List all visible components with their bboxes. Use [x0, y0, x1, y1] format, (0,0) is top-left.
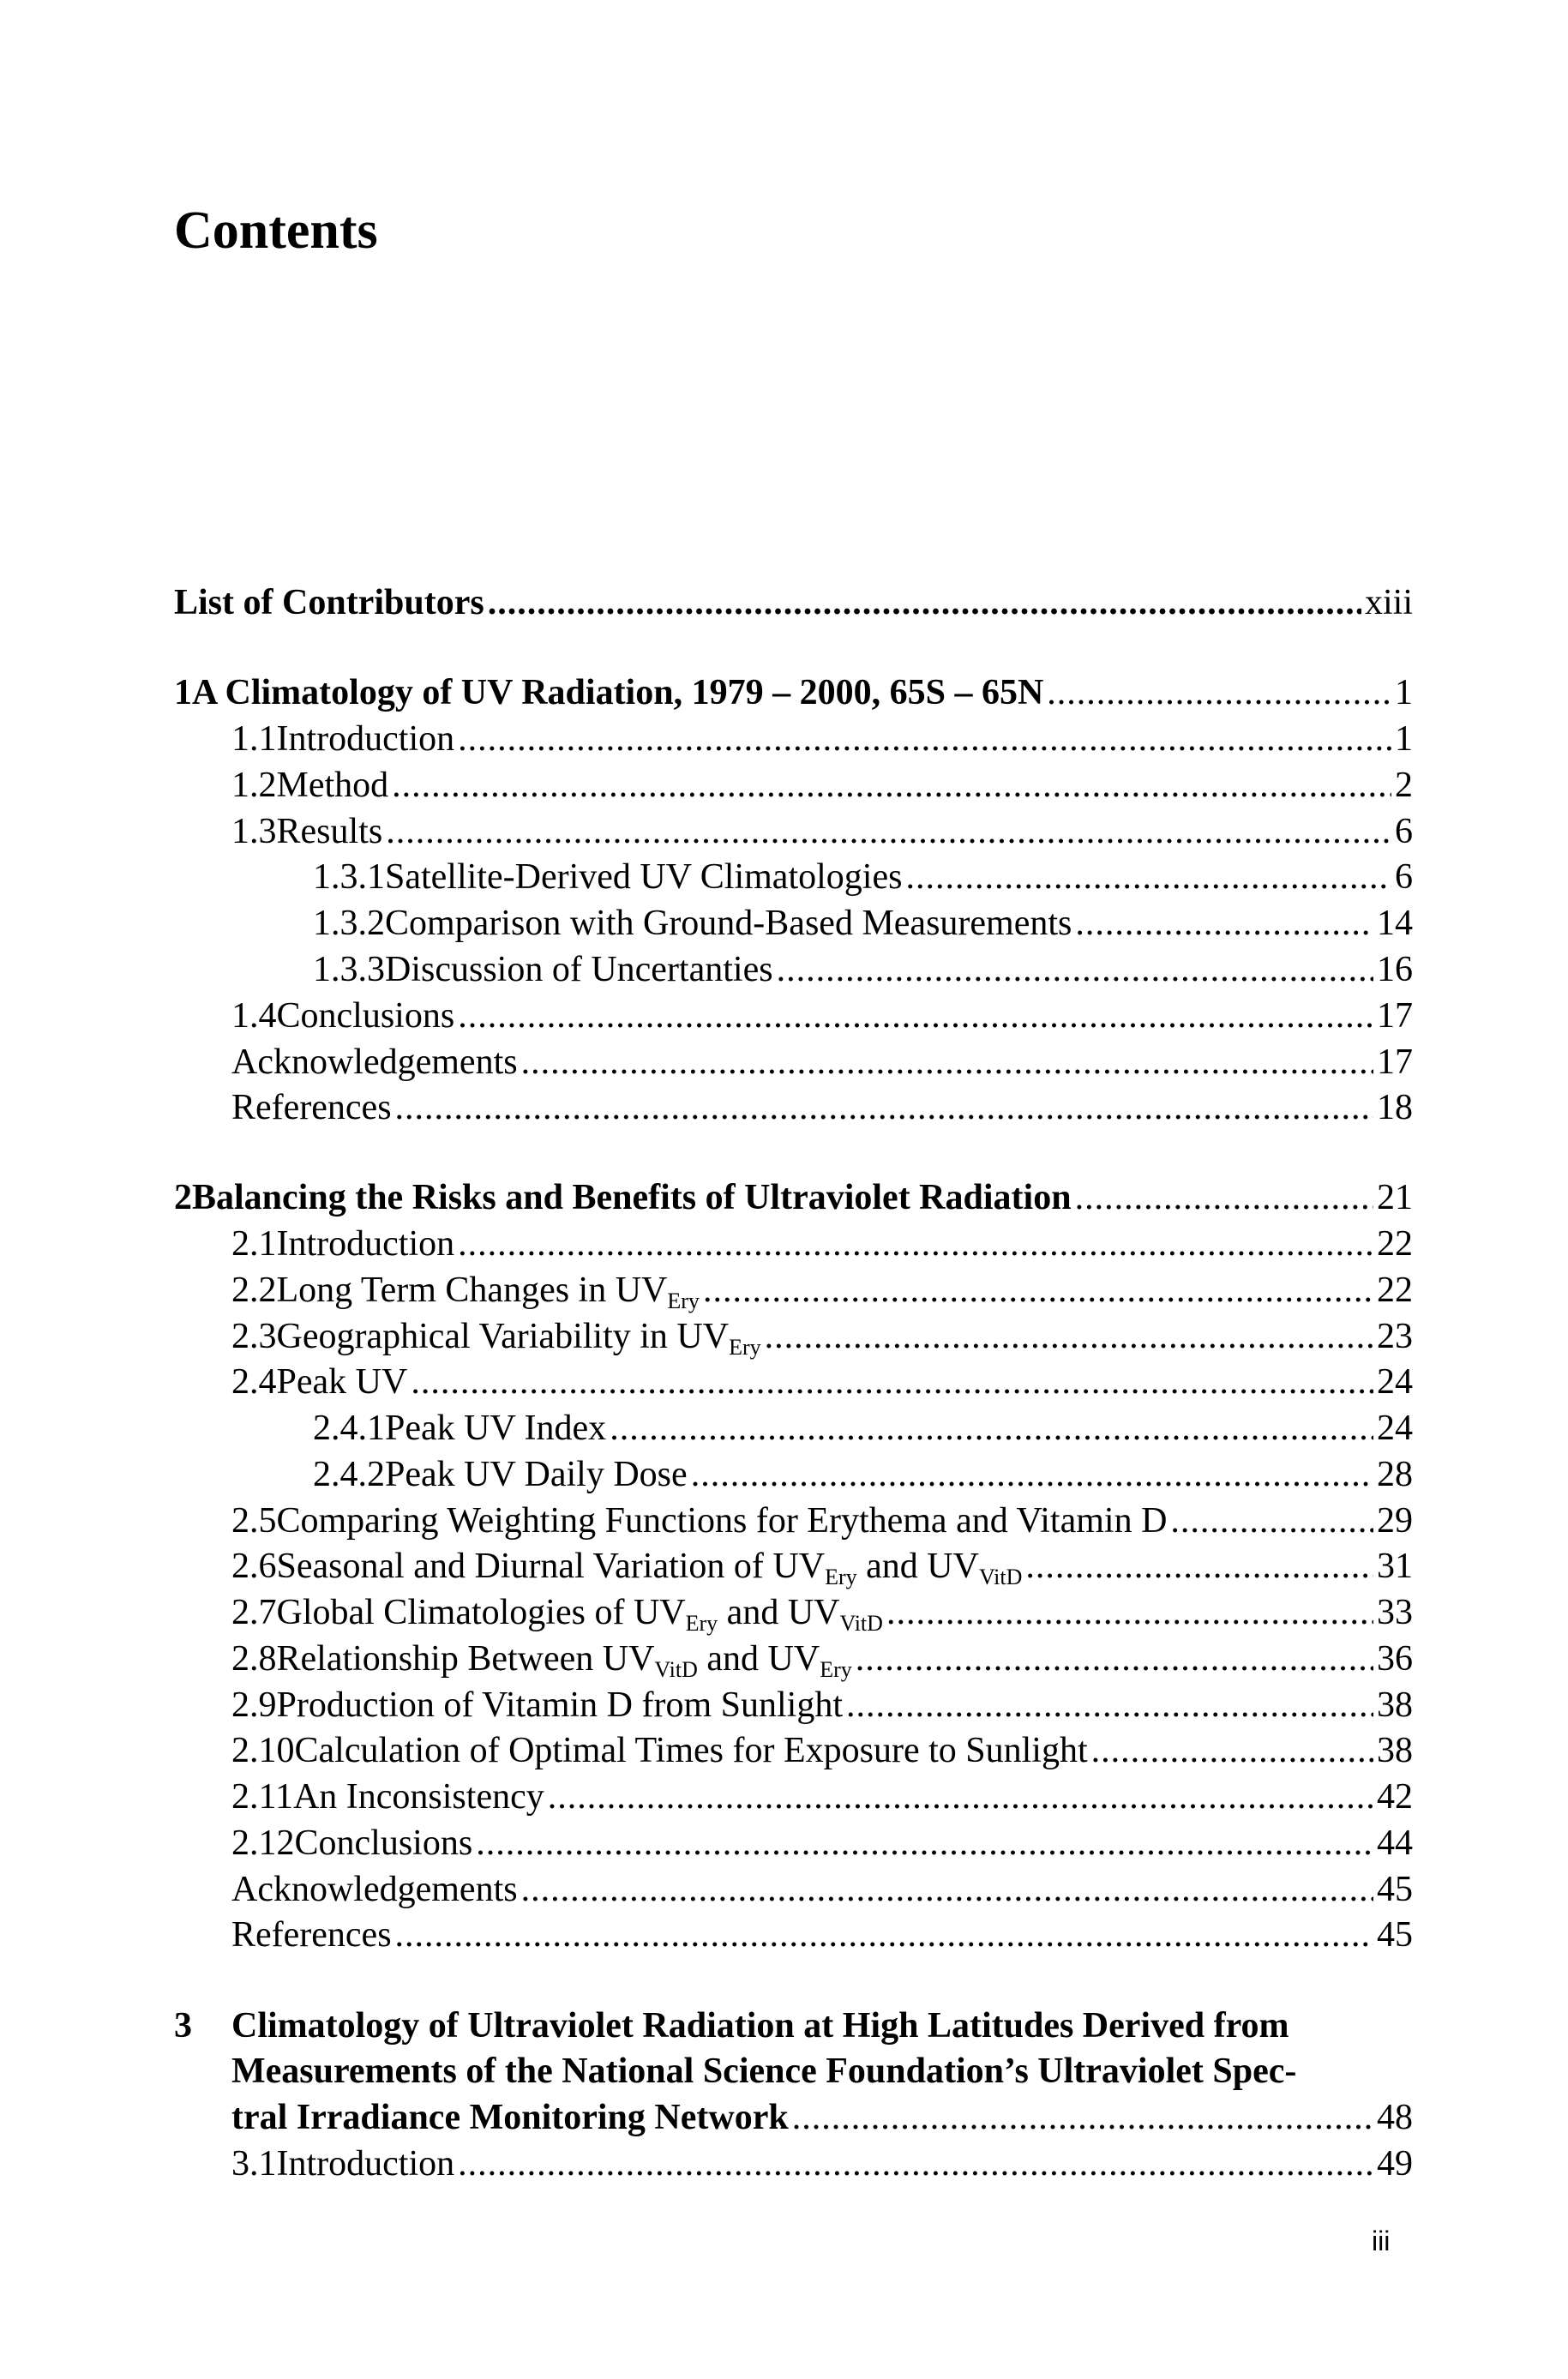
toc-entry[interactable] — [313, 946, 1413, 993]
toc-entry[interactable] — [231, 1221, 1413, 1267]
toc-page-number: 38 — [1377, 1685, 1413, 1725]
toc-page-number: 38 — [1377, 1731, 1413, 1770]
section-title: Introduction — [276, 1224, 455, 1264]
section-number: 2.2 — [231, 1271, 277, 1310]
leader-dots — [1025, 1543, 1373, 1589]
toc-chapter-2[interactable] — [174, 1174, 1413, 1221]
toc-entry[interactable] — [313, 900, 1413, 946]
section-title: References — [231, 1915, 392, 1955]
section-number: 2.10 — [231, 1731, 295, 1770]
section-title: Conclusions — [276, 996, 455, 1036]
section-title: References — [231, 1088, 392, 1127]
leader-dots — [886, 1589, 1373, 1636]
toc-entry[interactable] — [231, 808, 1413, 855]
toc-entry[interactable] — [231, 1912, 1413, 1958]
section-title: Method — [276, 766, 389, 805]
section-title: Calculation of Optimal Times for Exposure to Sunlight — [294, 1731, 1088, 1770]
title-text: Geographical Variability in UV — [276, 1317, 730, 1356]
title-text: Long Term Changes in UV — [276, 1271, 668, 1310]
toc-entry[interactable] — [313, 854, 1413, 900]
title-text: and UV — [718, 1593, 840, 1632]
leader-dots — [458, 716, 1391, 762]
leader-dots — [1047, 670, 1391, 716]
toc-page-number: xiii — [1364, 583, 1413, 622]
title-text: and UV — [856, 1547, 979, 1586]
toc-page-number: 44 — [1377, 1823, 1413, 1863]
chapter-title-line[interactable]: Climatology of Ultraviolet Radiation at High Latitudes Derived from — [231, 2006, 1289, 2046]
toc-entry[interactable] — [231, 1084, 1413, 1131]
chapter-number: 1 — [174, 673, 192, 712]
leader-dots — [395, 1084, 1373, 1131]
toc-entry[interactable] — [231, 1866, 1413, 1913]
toc-page-number: 17 — [1377, 996, 1413, 1036]
section-title: Results — [276, 812, 383, 851]
leader-dots — [846, 1682, 1373, 1728]
section-number: 1.3 — [231, 812, 277, 851]
subscript: Ery — [667, 1289, 700, 1313]
leader-dots — [458, 2141, 1373, 2187]
leader-dots — [488, 580, 1361, 626]
toc-entry[interactable] — [231, 1682, 1413, 1728]
toc-entry[interactable] — [231, 1727, 1413, 1774]
toc-entry[interactable] — [231, 2141, 1413, 2187]
toc-page-number: 14 — [1377, 904, 1413, 943]
section-number: 2.8 — [231, 1639, 277, 1679]
chapter-title-line: tral Irradiance Monitoring Network — [231, 2098, 789, 2137]
section-number: 2.1 — [231, 1224, 277, 1264]
section-title: Satellite-Derived UV Climatologies — [385, 857, 903, 897]
section-title: An Inconsistency — [292, 1777, 544, 1817]
leader-dots — [392, 762, 1391, 808]
toc-entry[interactable] — [231, 716, 1413, 762]
leader-dots — [1075, 1174, 1373, 1221]
section-title: Peak UV Index — [385, 1409, 607, 1448]
toc-page-number: 23 — [1377, 1317, 1413, 1356]
section-number: 2.6 — [231, 1547, 277, 1586]
subscript: VitD — [839, 1611, 883, 1636]
chapter-number: 3 — [174, 2006, 192, 2046]
title-text: and UV — [697, 1639, 820, 1679]
toc-page-number: 1 — [1395, 719, 1413, 759]
toc-entry[interactable] — [231, 1359, 1413, 1405]
subscript: Ery — [825, 1565, 857, 1589]
toc-page-number: 24 — [1377, 1362, 1413, 1402]
subscript: Ery — [729, 1335, 761, 1360]
toc-page-number: 49 — [1377, 2144, 1413, 2184]
toc-chapter-1[interactable] — [174, 670, 1413, 716]
toc-page-number: 45 — [1377, 1915, 1413, 1955]
section-number: 2.3 — [231, 1317, 277, 1356]
leader-dots — [1170, 1498, 1373, 1544]
toc-page-number: 28 — [1377, 1455, 1413, 1494]
toc-page-number: 22 — [1377, 1271, 1413, 1310]
leader-dots — [856, 1636, 1373, 1682]
toc-page-number: 31 — [1377, 1547, 1413, 1586]
toc-entry[interactable] — [231, 762, 1413, 808]
section-title: Comparing Weighting Functions for Erythema and Vitamin D — [276, 1501, 1168, 1541]
section-number: 2.5 — [231, 1501, 277, 1541]
leader-dots — [411, 1359, 1373, 1405]
toc-page-number: 21 — [1377, 1178, 1413, 1217]
section-number: 2.11 — [231, 1777, 293, 1817]
toc-entry[interactable] — [313, 1405, 1413, 1451]
section-number: 1.3.2 — [313, 904, 385, 943]
toc-entry[interactable] — [313, 1451, 1413, 1498]
section-number: 2.7 — [231, 1593, 277, 1632]
leader-dots — [395, 1912, 1373, 1958]
section-number: 2.12 — [231, 1823, 295, 1863]
toc-page-number: 48 — [1377, 2098, 1413, 2137]
section-title: Conclusions — [294, 1823, 473, 1863]
toc-chapter-3[interactable] — [231, 2094, 1413, 2141]
leader-dots — [703, 1267, 1373, 1313]
toc-entry[interactable] — [231, 993, 1413, 1039]
section-number: 1.4 — [231, 996, 277, 1036]
section-title: Comparison with Ground-Based Measurements — [385, 904, 1072, 943]
chapter-number: 2 — [174, 1178, 192, 1217]
section-number: 1.3.3 — [313, 950, 385, 989]
toc-page-number: 17 — [1377, 1042, 1413, 1082]
toc-entry[interactable] — [231, 1498, 1413, 1544]
section-number: 1.3.1 — [313, 857, 385, 897]
chapter-title: A Climatology of UV Radiation, 1979 – 2000, 65S – 65N — [192, 673, 1044, 712]
leader-dots — [1075, 900, 1373, 946]
toc-page-number: 33 — [1377, 1593, 1413, 1632]
leader-dots — [765, 1313, 1373, 1360]
toc-page-number: 6 — [1395, 857, 1413, 897]
toc-page-number: 42 — [1377, 1777, 1413, 1817]
toc-page-number: 1 — [1395, 673, 1413, 712]
title-text: Relationship Between UV — [276, 1639, 655, 1679]
section-number: 2.4 — [231, 1362, 277, 1402]
leader-dots — [610, 1405, 1373, 1451]
leader-dots — [792, 2094, 1373, 2141]
chapter-title: Balancing the Risks and Benefits of Ultraviolet Radiation — [192, 1178, 1072, 1217]
toc-entry[interactable] — [231, 1039, 1413, 1085]
section-number: 2.9 — [231, 1685, 277, 1725]
leader-dots — [476, 1820, 1373, 1866]
section-number: 2.4.1 — [313, 1409, 385, 1448]
section-title: Peak UV — [276, 1362, 408, 1402]
toc-entry[interactable] — [231, 1774, 1413, 1820]
section-title: Discussion of Uncertanties — [385, 950, 773, 989]
title-text: Global Climatologies of UV — [276, 1593, 686, 1632]
section-title: Acknowledgements — [231, 1870, 518, 1909]
page-title: Contents — [174, 201, 378, 260]
section-title: Production of Vitamin D from Sunlight — [276, 1685, 844, 1725]
toc-page-number: 6 — [1395, 812, 1413, 851]
leader-dots — [386, 808, 1391, 855]
toc-page-number: 24 — [1377, 1409, 1413, 1448]
leader-dots — [905, 854, 1391, 900]
toc-entry-contributors[interactable] — [174, 580, 1413, 626]
leader-dots — [1091, 1727, 1373, 1774]
subscript: VitD — [978, 1565, 1023, 1589]
toc-page-number: 18 — [1377, 1088, 1413, 1127]
toc-entry[interactable] — [231, 1820, 1413, 1866]
subscript: Ery — [820, 1657, 852, 1682]
section-number: 1.1 — [231, 719, 277, 759]
section-title: Introduction — [276, 2144, 455, 2184]
leader-dots — [458, 993, 1373, 1039]
toc-page-number: 16 — [1377, 950, 1413, 989]
toc-page-number: 22 — [1377, 1224, 1413, 1264]
leader-dots — [548, 1774, 1373, 1820]
chapter-title-line[interactable]: Measurements of the National Science Foundation’s Ultraviolet Spec- — [231, 2052, 1297, 2091]
page-folio: iii — [1372, 2226, 1391, 2256]
leader-dots — [458, 1221, 1373, 1267]
section-title: Acknowledgements — [231, 1042, 518, 1082]
section-number: 1.2 — [231, 766, 277, 805]
toc-page-number: 29 — [1377, 1501, 1413, 1541]
section-title: Peak UV Daily Dose — [385, 1455, 688, 1494]
leader-dots — [777, 946, 1373, 993]
toc-page-number: 45 — [1377, 1870, 1413, 1909]
section-number: 2.4.2 — [313, 1455, 385, 1494]
subscript: Ery — [685, 1611, 718, 1636]
leader-dots — [521, 1039, 1373, 1085]
toc-page-number: 2 — [1395, 766, 1413, 805]
subscript: VitD — [654, 1657, 698, 1682]
section-title: Introduction — [276, 719, 455, 759]
section-number: 3.1 — [231, 2144, 277, 2184]
toc-entry-label: List of Contributors — [174, 583, 484, 622]
title-text: Seasonal and Diurnal Variation of UV — [276, 1547, 826, 1586]
leader-dots — [691, 1451, 1373, 1498]
leader-dots — [521, 1866, 1373, 1913]
toc-page-number: 36 — [1377, 1639, 1413, 1679]
